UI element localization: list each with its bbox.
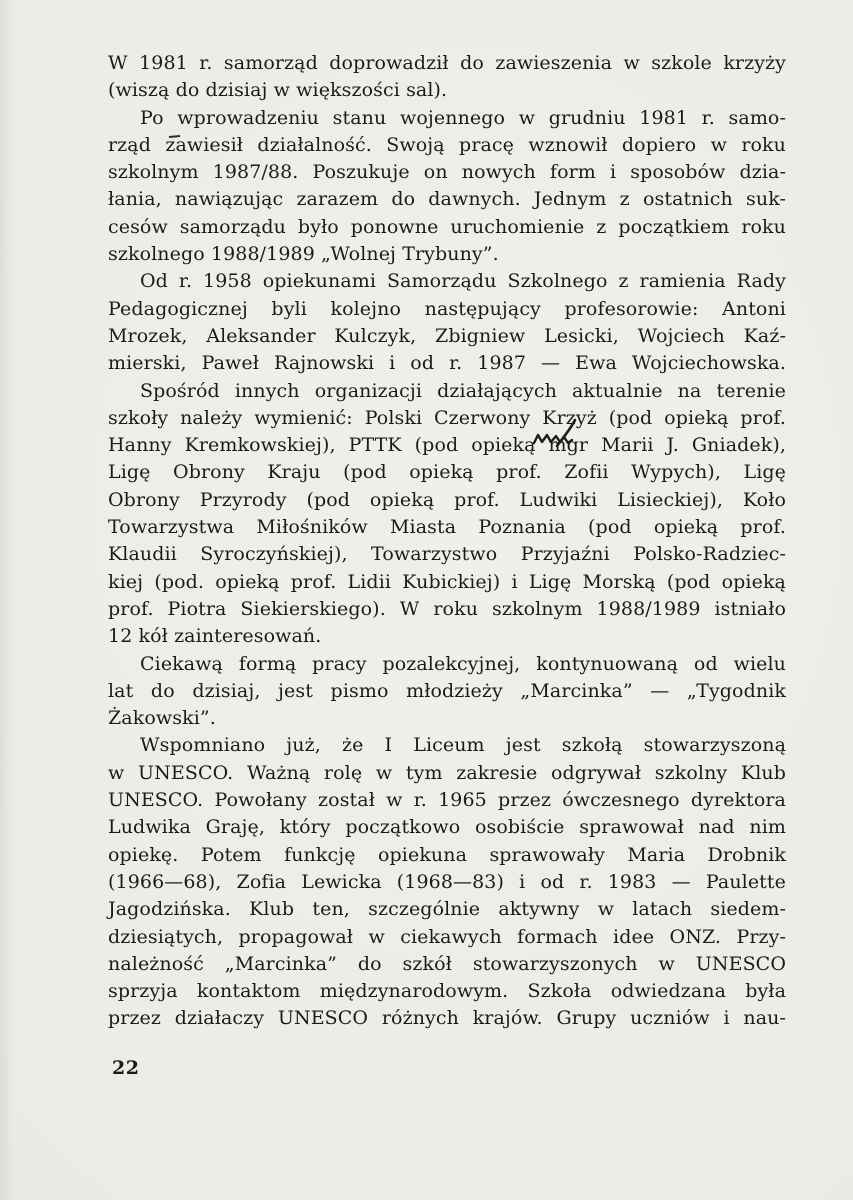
text-line: opiekę. Potem funkcję opiekuna sprawowały Maria Drobnik	[108, 843, 786, 866]
text-line: dziesiątych, propagował w ciekawych formach idee ONZ. Przy-	[108, 925, 786, 948]
text-line: szkoły należy wymienić: Polski Czerwony Krzyż (pod opieką prof.	[108, 406, 786, 429]
text-block	[108, 50, 786, 1033]
text-line: lat do dzisiaj, jest pismo młodzieży „Marcinka” — „Tygodnik	[108, 679, 786, 702]
text-line: Pedagogicznej byli kolejno następujący profesorowie: Antoni	[108, 297, 786, 320]
text-line: Jagodzińska. Klub ten, szczególnie aktywny w latach siedem-	[108, 898, 786, 921]
text-line: Obrony Przyrody (pod opieką prof. Ludwiki Lisieckiej), Koło	[108, 488, 786, 511]
text-line: w UNESCO. Ważną rolę w tym zakresie odgrywał szkolny Klub	[108, 761, 786, 784]
page-number: 22	[112, 1057, 140, 1079]
scan-edge-shadow	[0, 0, 14, 1200]
text-line: Towarzystwa Miłośników Miasta Poznania (pod opieką prof.	[108, 516, 786, 539]
text-line: szkolnym 1987/88. Poszukuje on nowych form i sposobów dzia-	[108, 161, 786, 184]
text-line: sprzyja kontaktom międzynarodowym. Szkoła odwiedzana była	[108, 980, 786, 1003]
text-line: Spośród innych organizacji działających aktualnie na terenie	[140, 379, 786, 402]
text-line: W 1981 r. samorząd doprowadził do zawieszenia w szkole krzyży	[108, 52, 786, 74]
text-line: (1966—68), Zofia Lewicka (1968—83) i od r. 1983 — Paulette	[108, 870, 786, 893]
text-line: Ligę Obrony Kraju (pod opieką prof. Zofii Wypych), Ligę	[108, 461, 786, 484]
text-line: mierski, Paweł Rajnowski i od r. 1987 — Ewa Wojciechowska.	[108, 352, 786, 375]
text-line: prof. Piotra Siekierskiego). W roku szkolnym 1988/1989 istniało	[108, 597, 786, 620]
text-line: Żakowski”.	[108, 707, 216, 730]
text-line: Klaudii Syroczyńskiej), Towarzystwo Przyjaźni Polsko-Radziec-	[108, 543, 786, 566]
text-line: rząd zawiesił działalność. Swoją pracę wznowił dopiero w roku	[108, 133, 786, 156]
text-line: przez działaczy UNESCO różnych krajów. Grupy uczniów i nau-	[108, 1007, 786, 1030]
text-line: UNESCO. Powołany został w r. 1965 przez ówczesnego dyrektora	[108, 789, 786, 812]
text-line: Hanny Kremkowskiej), PTTK (pod opieką mgr Marii J. Gniadek),	[108, 434, 786, 457]
text-line: łania, nawiązując zarazem do dawnych. Jednym z ostatnich suk-	[108, 188, 786, 211]
text-line: Od r. 1958 opiekunami Samorządu Szkolnego z ramienia Rady	[140, 270, 786, 293]
text-line: (wiszą do dzisiaj w większości sal).	[108, 79, 448, 102]
text-line: kiej (pod. opieką prof. Lidii Kubickiej) i Ligę Morską (pod opieką	[108, 570, 786, 593]
text-line: cesów samorządu było ponowne uruchomienie z początkiem roku	[108, 215, 786, 238]
text-line: Po wprowadzeniu stanu wojennego w grudniu 1981 r. samo-	[140, 106, 786, 129]
text-line: Ciekawą formą pracy pozalekcyjnej, kontynuowaną od wielu	[140, 652, 786, 675]
text-line: Ludwika Graję, który początkowo osobiście sprawował nad nim	[108, 816, 786, 839]
text-line: Wspomniano już, że I Liceum jest szkołą stowarzyszoną	[140, 734, 786, 757]
text-line: Mrozek, Aleksander Kulczyk, Zbigniew Lesicki, Wojciech Kaź-	[108, 324, 786, 347]
text-line: szkolnego 1988/1989 „Wolnej Trybuny”.	[108, 243, 499, 266]
text-line: należność „Marcinka” do szkół stowarzyszonych w UNESCO	[108, 952, 786, 975]
text-line: 12 kół zainteresowań.	[108, 625, 322, 648]
